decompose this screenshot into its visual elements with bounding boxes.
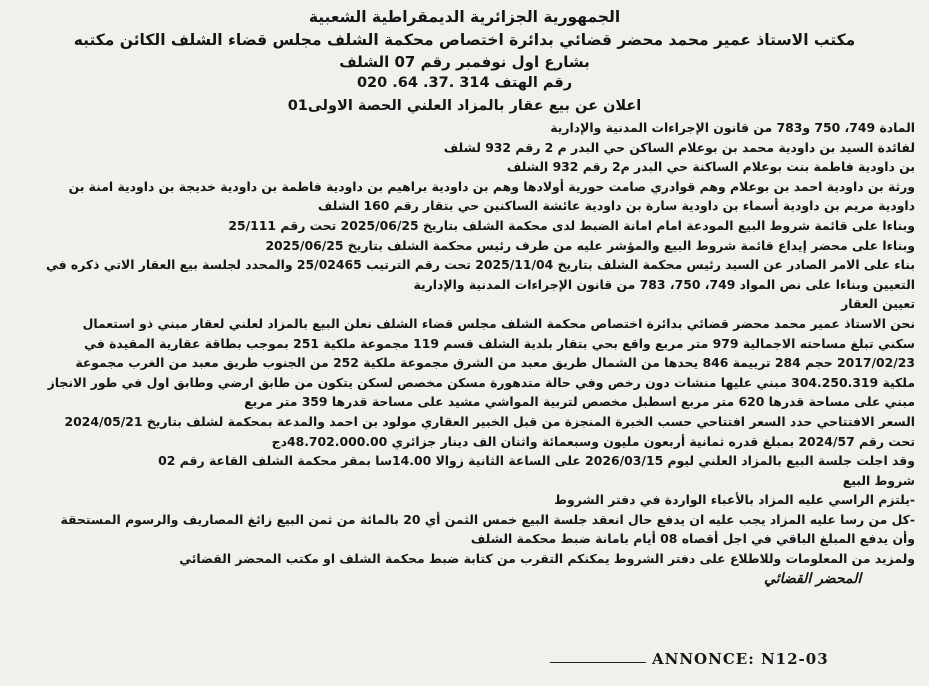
annonce-block <box>550 650 829 668</box>
body-line: السعر الافتتاحي حدد السعر افتتاحي حسب الخبرة المنجزة من قبل الخبير العقاري مولود بن احمد والمدعة بمحكمة لشلف بتاريخ 2024/05/21 <box>64 413 915 429</box>
notice-header <box>14 6 915 118</box>
office-phone: رقم الهتف 314 .37. 64. 020 <box>356 75 573 91</box>
notice-title: اعلان عن بيع عقار بالمزاد العلني الحصة الاولى01 <box>287 98 642 114</box>
body-line: ملكية 304.250.319 مبني عليها منشات دون رخص وفي حالة متدهورة مسكن مخصص لسكن يتكون من طابق ارضي وطابق اول في طور الانجاز <box>47 374 915 390</box>
office-title: مكتب الاستاذ عمير محمد محضر قضائي بدائرة اختصاص محكمة الشلف مجلس قضاء الشلف الكائن مكتبه <box>73 31 856 49</box>
notice-body <box>14 118 915 569</box>
section-heading: شروط البيع <box>842 472 915 488</box>
body-line: -كل من رسا عليه المزاد يجب عليه ان يدفع حال انعقد جلسة البيع خمس الثمن أي 20 بالمائة من ثمن البيع زائغ المصاريف والرسوم المستحقة <box>60 511 915 527</box>
section-heading: تعيين العقار <box>841 296 915 312</box>
body-line: تحت رقم 2024/57 بمبلغ قدره ثمانية أربعون مليون وسبعمائة واثنان الف دينار جزائري 48.702.000.00دج <box>271 433 915 449</box>
republic-title: الجمهورية الجزائرية الديمقراطية الشعبية <box>308 8 621 26</box>
annonce-rule <box>550 662 646 663</box>
office-address: بشارع اول نوفمبر رقم 07 الشلف <box>339 53 590 71</box>
body-line: نحن الاستاذ عمير محمد محضر قضائي بدائرة اختصاص محكمة الشلف مجلس قضاء الشلف نعلن البيع بالمزاد لعلني لعقار مبني ذو استعمال <box>82 315 915 331</box>
body-line: لفائدة السيد بن داودية محمد بن بوعلام الساكن حي البدر م 2 رقم 932 لشلف <box>443 139 915 155</box>
body-line: وأن يدفع المبلغ الباقي في اجل أقصاه 08 أيام بامانة ضبط محكمة الشلف <box>470 531 915 547</box>
body-line: سكني تبلغ مساحته الاجمالية 979 متر مربع واقع بحي بتقار بلدية الشلف قسم 119 مجموعة ملكية 251 بموجب بطاقة عقارية المقيدة في <box>84 335 915 351</box>
body-line: ورثة بن داودية احمد بن بوعلام وهم قوادري صامت حورية أولادها وهم بن داودية براهيم بن داودية فاطمة بن داودية خديجة بن داودية امنة بن <box>68 178 915 194</box>
body-line: بن داودية فاطمة بنت بوعلام الساكنة حي البدر م2 رقم 932 الشلف <box>506 159 915 175</box>
body-line: 2017/02/23 حجم 284 ترييمة 846 يحدها من الشمال طريق معبد من الشرق مجموعة ملكية 252 من الجنوب طريق معبد من الغرب مجموعة <box>75 355 915 371</box>
body-line: المادة 749، 750 و783 من قانون الإجراءات المدنية والإدارية <box>550 120 915 135</box>
body-line: وبناءا على محضر إيداع قائمة شروط البيع والمؤشر عليه من طرف رئيس محكمة الشلف بتاريخ 2025/06/25 <box>265 237 915 253</box>
body-line: مبني على مساحة قدرها 620 متر مربع اسطبل مخصص لتربية المواشي مشيد على مساحة قدرها 359 متر مربع <box>244 394 915 410</box>
body-line: بناء على الامر الصادر عن السيد رئيس محكمة الشلف بتاريخ 2025/11/04 تحت رقم الترتيب 25/02465 والمحدد لجلسة بيع العقار الاتي ذكره في <box>45 257 915 273</box>
body-line: التعيين وبناءا على نص المواد 749، 750، 783 من قانون الإجراءات المدنية والإدارية <box>413 276 915 292</box>
body-line: ولمزيد من المعلومات وللاطلاع على دفتر الشروط يمكنكم التقرب من كتابة ضبط محكمة الشلف او مكتب المحضر القضائي <box>179 551 915 567</box>
body-line: -يلتزم الراسي عليه المزاد بالأعباء الواردة في دفتر الشروط <box>554 492 915 508</box>
body-line: وقد اجلت جلسة البيع بالمزاد العلني ليوم 2026/03/15 على الساعة الثانية زوالا 14.00سا بمقر محكمة الشلف القاعة رقم 02 <box>158 453 915 469</box>
body-line: داودية مريم بن داودية أسماء بن داودية سارة بن داودية عائشة الساكنين حي بتقار رقم 160 الشلف <box>317 198 915 214</box>
bailiff-signature: المحضر القضائي <box>764 570 862 587</box>
annonce-number: ANNONCE: N12-03 <box>652 650 829 668</box>
body-line: وبناءا على قائمة شروط البيع المودعة امام امانة الضبط لدى محكمة الشلف بتاريخ 2025/06/25 تحت رقم 25/111 <box>228 217 915 233</box>
